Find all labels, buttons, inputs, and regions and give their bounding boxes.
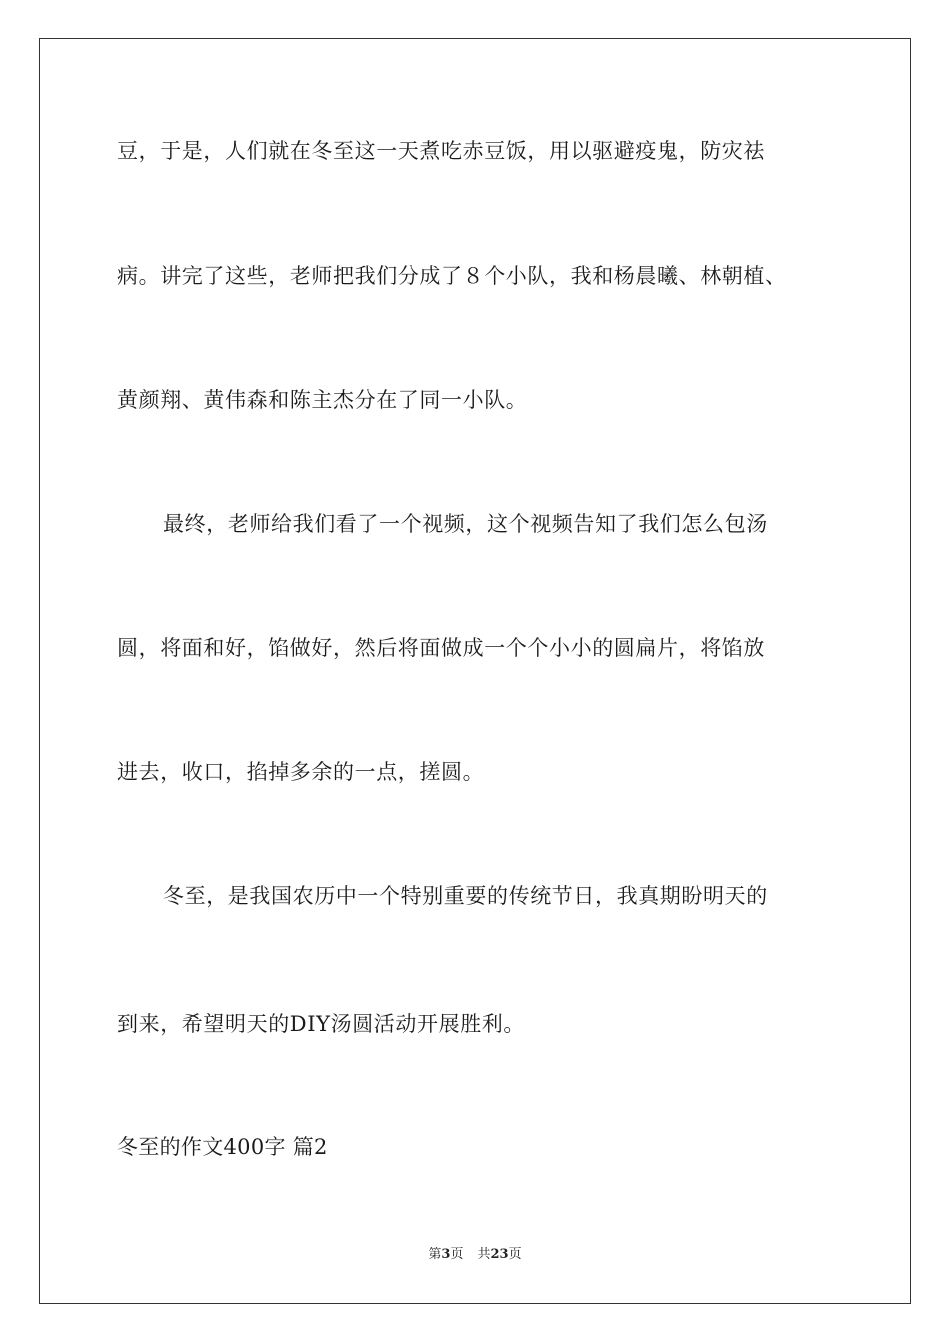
paragraph-line-6: 进去，收口，掐掉多余的一点，搓圆。 [117, 760, 485, 784]
footer-page-number: 3 [441, 1247, 451, 1262]
page-border [39, 38, 911, 1304]
footer-total-prefix: 共 [477, 1247, 491, 1262]
footer-page-prefix: 第 [428, 1247, 442, 1262]
footer-page-suffix: 页 [450, 1247, 464, 1262]
paragraph-line-1: 豆，于是，人们就在冬至这一天煮吃赤豆饭，用以驱避疫鬼，防灾祛 [117, 139, 765, 163]
footer-total-suffix: 页 [508, 1247, 522, 1262]
paragraph-line-5: 圆，将面和好，馅做好，然后将面做成一个个小小的圆扁片，将馅放 [117, 636, 765, 660]
footer-total-pages: 23 [490, 1247, 509, 1262]
page-footer [0, 1246, 950, 1264]
paragraph-line-4: 最终，老师给我们看了一个视频，这个视频告知了我们怎么包汤 [163, 512, 768, 536]
paragraph-line-3: 黄颜翔、黄伟森和陈主杰分在了同一小队。 [117, 388, 528, 412]
paragraph-line-2: 病。讲完了这些，老师把我们分成了８个小队，我和杨晨曦、林朝植、 [117, 264, 787, 288]
section-heading: 冬至的作文400字 篇2 [117, 1135, 328, 1159]
paragraph-line-8: 到来，希望明天的DIY汤圆活动开展胜利。 [117, 1012, 525, 1036]
paragraph-line-7: 冬至，是我国农历中一个特别重要的传统节日，我真期盼明天的 [163, 884, 768, 908]
